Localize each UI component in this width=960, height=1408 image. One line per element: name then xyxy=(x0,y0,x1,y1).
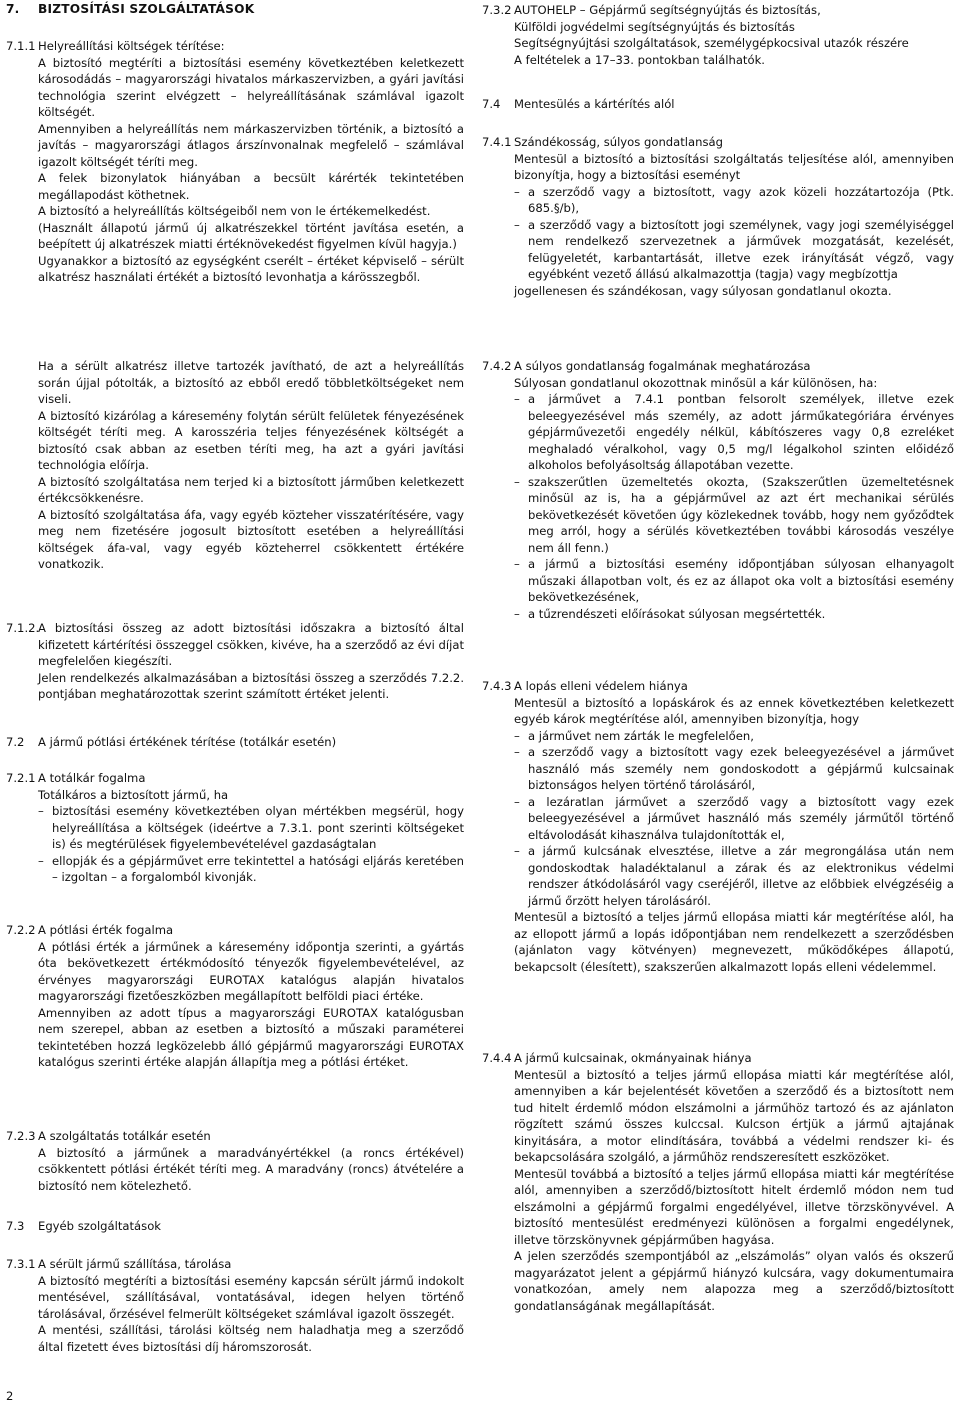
clause-number: 7.2.1 xyxy=(6,771,36,785)
clause-heading: A szolgáltatás totálkár esetén xyxy=(38,1129,211,1143)
clause-heading: A súlyos gondatlanság fogalmának meghatározása xyxy=(514,359,811,373)
clause-heading: AUTOHELP – Gépjármű segítségnyújtás és biztosítás, xyxy=(514,3,821,17)
clause-number: 7.3.2 xyxy=(482,3,512,17)
clause-number: 7.4.3 xyxy=(482,679,512,693)
clause-7-4-1 xyxy=(482,134,954,299)
section-title: BIZTOSÍTÁSI SZOLGÁLTATÁSOK xyxy=(38,2,255,16)
paragraph: Mentesül a biztosító a teljes jármű ellopása miatti kár megtérítése alól, amennyiben a kár bejelentését követően a szerződő és a biztosított nem tud hitelt érdemlő módon elszámolni a járműhöz tartozó és az ajánlaton rögzített számú összes kulccsal. Kulcson értjük a jármű ajtajának kinyitására, a motor elindítására, továbbá a védelmi rendszer ki- és bekapcsolására szolgáló, a járműhöz rendszeresített eszközöket. xyxy=(514,1067,954,1164)
paragraph: A mentési, szállítási, tárolási költség nem haladhatja meg a szerződő által fizetett éves biztosítási díj háromszorosát. xyxy=(38,1323,464,1354)
clause-7-3 xyxy=(6,1218,464,1235)
paragraph: Mentesül továbbá a biztosító a teljes jármű ellopása miatti kár megtérítése alól, amennyiben a szerződő/biztosított hitelt érdemlő módon nem tud elszámolni a gépjármű forgalmi engedélyével, illetve törzskönyvével. A biztosító mentesülést eredményezi különösen a forgalmi engedélynek, illetve törzskönyvnek gépjárműben hagyása. xyxy=(514,1166,954,1247)
paragraph: A biztosító a járműnek a maradványértékkel (a roncs értékével) csökkentett pótlási értékét téríti meg. A maradvány (roncs) átvételére a biztosító nem kötelezhető. xyxy=(38,1145,464,1193)
list-item: – a jármű a biztosítási esemény időpontjában súlyosan elhanyagolt műszaki állapotban volt, és ez az állapot oka volt a biztosítási esemény bekövetkezésének, xyxy=(514,557,954,604)
paragraph: A biztosító szolgáltatása nem terjed ki a biztosított járműben keletkezett értékcsökkenésre. xyxy=(38,474,464,505)
paragraph: jogellenesen és szándékosan, vagy súlyosan gondatlanul okozta. xyxy=(514,283,892,298)
paragraph: A felek bizonylatok hiányában a becsült kárérték tekintetében megállapodást köthetnek. xyxy=(38,171,464,202)
paragraph: Amennyiben a helyreállítás nem márkaszervizben történik, a biztosító a javítás – magyarországi átlagos árszínvonalnak megfelelő – számlával igazolt költségét téríti meg. xyxy=(38,121,464,169)
list-item: – a jármű kulcsának elvesztése, illetve a zár megrongálása után nem gondoskodtak haladéktalanul a zárak és az elektronikus védelmi rendszer átkódolásáról vagy cseréjéről, illetve az előbbiek elvégzéséig a jármű őrzött helyen tárolásáról. xyxy=(514,844,954,908)
list-item: – a járművet a 7.4.1 pontban felsorolt személyek, illetve ezek beleegyezésével más személy, az adott járműkategóriára érvényes gépjárművezetői engedély nélkül, kábítószeres vagy 0,8 ezreléket meghaladó véralkohol, vagy 0,5 mg/l légalkohol szinten előidéző alkoholos befolyásoltság állapotában vezette. xyxy=(514,392,954,472)
clause-7-3-2 xyxy=(482,2,954,68)
clause-7-1-1-continued xyxy=(6,358,464,573)
paragraph: Mentesül a biztosító a lopáskárok és az ennek következtében keletkezett egyéb károk megtérítése alól, amennyiben bizonyítja, hogy xyxy=(514,695,954,726)
list-item: – biztosítási esemény következtében olyan mértékben megsérül, hogy helyreállítása a költségek (ideértve a 7.3.1. pont szerinti költségeket is) és megtérülések figyelembevételével gazdaságtalan xyxy=(38,804,464,851)
paragraph: (Használt állapotú jármű új alkatrészekkel történt javítása esetén, a beépített új alkatrészek miatti értéknövekedést figyelmen kívül hagyja.) xyxy=(38,220,464,251)
paragraph: Segítségnyújtási szolgáltatások, személygépkocsival utazók részére xyxy=(514,36,909,50)
clause-number: 7.1.1 xyxy=(6,39,36,53)
clause-heading: Egyéb szolgáltatások xyxy=(38,1219,161,1233)
paragraph: Súlyosan gondatlanul okozottnak minősül a kár különösen, ha: xyxy=(514,375,878,390)
clause-number: 7.2.3 xyxy=(6,1129,36,1143)
clause-number: 7.4.2 xyxy=(482,359,512,373)
clause-number: 7.3.1 xyxy=(6,1257,36,1271)
list-item: – a szerződő vagy a biztosított vagy ezek beleegyezésével a járművet használó más személy nem gondoskodott a gépjármű kulcsainak biztonságos helyen történő tárolásáról, xyxy=(514,745,954,792)
clause-7-2-2 xyxy=(6,922,464,1071)
paragraph: A feltételek a 17–33. pontokban találhatók. xyxy=(514,52,765,67)
paragraph: Totálkáros a biztosított jármű, ha xyxy=(38,787,229,802)
clause-7-3-1 xyxy=(6,1256,464,1355)
clause-number: 7.3 xyxy=(6,1219,25,1233)
list-item: – a szerződő vagy a biztosított, vagy azok közeli hozzátartozója (Ptk. 685.§/b), xyxy=(514,184,954,215)
clause-number: 7.4 xyxy=(482,97,501,111)
paragraph: Mentesül a biztosító a teljes jármű ellopása miatti kár megtérítése alól, ha az ellopott jármű a lopás időpontjában nem rendelkezett a szerződésben (ajánlaton vagy kötvényen) megnevezett, működőképes állapotú, bekapcsolt (élesített), szakszerűen alkalmazott lopás elleni védelemmel. xyxy=(514,910,954,974)
list-item: – a járművet nem zárták le megfelelően, xyxy=(514,728,754,743)
paragraph: A biztosító kizárólag a káresemény folytán sérült felületek fényezésének költségét téríti meg. A karosszéria teljes fényezésének költségét a biztosító csak abban az esetben téríti meg, ha azt a gyári javítási technológia előírja. xyxy=(38,408,464,472)
clause-heading: Mentesülés a kártérítés alól xyxy=(514,97,675,111)
paragraph: Amennyiben az adott típus a magyarországi EUROTAX katalógusban nem szerepel, abban az esetben a biztosító a műszaki paraméterei tekintetében hozzá legközelebb álló gépjármű magyarországi EUROTAX katalógus szerinti értéke alapján állapítja meg a pótlási értéket. xyxy=(38,1005,464,1069)
page-number: 2 xyxy=(6,1389,14,1403)
clause-7-4 xyxy=(482,96,954,113)
clause-heading: A pótlási érték fogalma xyxy=(38,923,174,937)
clause-number: 7.4.1 xyxy=(482,135,512,149)
clause-number: 7.1.2. xyxy=(6,621,40,635)
clause-heading: A lopás elleni védelem hiánya xyxy=(514,679,688,693)
clause-heading: A jármű pótlási értékének térítése (totálkár esetén) xyxy=(38,735,337,749)
clause-7-4-4 xyxy=(482,1050,954,1314)
clause-heading: A totálkár fogalma xyxy=(38,771,146,785)
paragraph: Ha a sérült alkatrész illetve tartozék javítható, de azt a helyreállítás során újjal pótolták, a biztosító az ebből eredő többletköltségeket nem viseli. xyxy=(38,359,464,406)
paragraph: Mentesül a biztosító a biztosítási szolgáltatás teljesítése alól, amennyiben bizonyítja, hogy a biztosítási eseményt xyxy=(514,151,954,182)
list-item: – szakszerűtlen üzemeltetés okozta, (Szakszerűtlen üzemeltetésnek minősül az is, ha a gépjárművel az azt ért mechanikai sérülés bekövetkezését követően úgy közlekednek tovább, hogy nem győződtek meg arról, hogy a sérülés következtében további károsodás veszélye nem áll fenn.) xyxy=(514,474,954,555)
clause-heading: A jármű kulcsainak, okmányainak hiánya xyxy=(514,1051,752,1065)
clause-number: 7.2.2 xyxy=(6,923,36,937)
paragraph: Ugyanakkor a biztosító az egységként cserélt – értéket képviselő – sérült alkatrész használati értékét a biztosító levonhatja a kárösszegből. xyxy=(38,253,464,284)
clause-heading: A sérült jármű szállítása, tárolása xyxy=(38,1257,232,1271)
clause-7-2-3 xyxy=(6,1128,464,1194)
paragraph: A jelen szerződés szempontjából az „elszámolás” olyan valós és okszerű magyarázatot jelent a gépjármű hiányzó kulcsára, vagy dokumentumaira vonatkozóan, amely nem alapozza meg a szerződő/biztosított gondatlanságának megállapítását. xyxy=(514,1249,954,1313)
paragraph: Jelen rendelkezés alkalmazásában a biztosítási összeg a szerződés 7.2.2. pontjában meghatározottak szerint számított értéket jelenti. xyxy=(38,670,464,701)
clause-heading: Helyreállítási költségek térítése: xyxy=(38,39,225,53)
clause-heading: Szándékosság, súlyos gondatlanság xyxy=(514,135,723,149)
paragraph: A biztosító a helyreállítás költségeiből nem von le értékemelkedést. xyxy=(38,204,431,218)
clause-number: 7.4.4 xyxy=(482,1051,512,1065)
list-item: – a tűzrendészeti előírásokat súlyosan megsértették. xyxy=(514,606,826,621)
list-item: – ellopják és a gépjárművet erre tekintettel a hatósági eljárás keretében – izgoltan – a forgalomból kivonják. xyxy=(38,853,464,884)
section-number: 7. xyxy=(6,2,20,16)
clause-7-4-2 xyxy=(482,358,954,622)
paragraph: A biztosító szolgáltatása áfa, vagy egyéb közteher visszatérítésére, vagy meg nem fizetésére jogosult biztosított esetében a helyreállítási költségek áfa-val, vagy egyéb közteherrel csökkentett értékére vonatkozik. xyxy=(38,507,464,571)
list-item: – a szerződő vagy a biztosított jogi személynek, vagy jogi személyiséggel nem rendelkező szervezetnek a járművek mozgatását, kezelését, felügyeletét, karbantartását, illetve ezek irányítását végző, vagy egyébként vezető állású alkalmazottja (tagja) vagy megbízottja xyxy=(514,217,954,281)
paragraph: A pótlási érték a járműnek a káresemény időpontja szerinti, a gyártás óta bekövetkezett értékmódosító tényezők figyelembevételével, az érvényes magyarországi EUROTAX katalógus alapján hivatalos magyarországi fizetőeszközben megállapított belföldi piaci értéke. xyxy=(38,939,464,1003)
paragraph: Külföldi jogvédelmi segítségnyújtás és biztosítás xyxy=(514,19,795,34)
clause-7-4-3 xyxy=(482,678,954,975)
paragraph: A biztosító megtéríti a biztosítási esemény következtében keletkezett károsodádás – magyarországi hivatalos márkaszervizben, a gyári javítási technológia szerint elvégzett – helyreállításának számlával igazolt költségét. xyxy=(38,55,464,119)
clause-number: 7.2 xyxy=(6,735,25,749)
clause-7-1-2 xyxy=(6,620,464,703)
list-item: – a lezáratlan járművet a szerződő vagy a biztosított vagy ezek beleegyezésével a járművet használó más személy járműtől történő eltávolodását kihasználva tulajdonították el, xyxy=(514,794,954,842)
clause-7-2-1 xyxy=(6,770,464,886)
paragraph: A biztosítási összeg az adott biztosítási időszakra a biztosító által kifizetett kártérítési összeggel csökken, kivéve, ha a szerződő az évi díjat megfelelően kiegészíti. xyxy=(38,621,464,668)
paragraph: A biztosító megtéríti a biztosítási esemény kapcsán sérült jármű indokolt mentésével, szállításával, vontatásával, idegen helyen történő tárolásával, őrzésével felmerült költségeket számlával igazolt összegét. xyxy=(38,1273,464,1321)
clause-7-1-1 xyxy=(6,38,464,286)
clause-7-2 xyxy=(6,734,464,751)
